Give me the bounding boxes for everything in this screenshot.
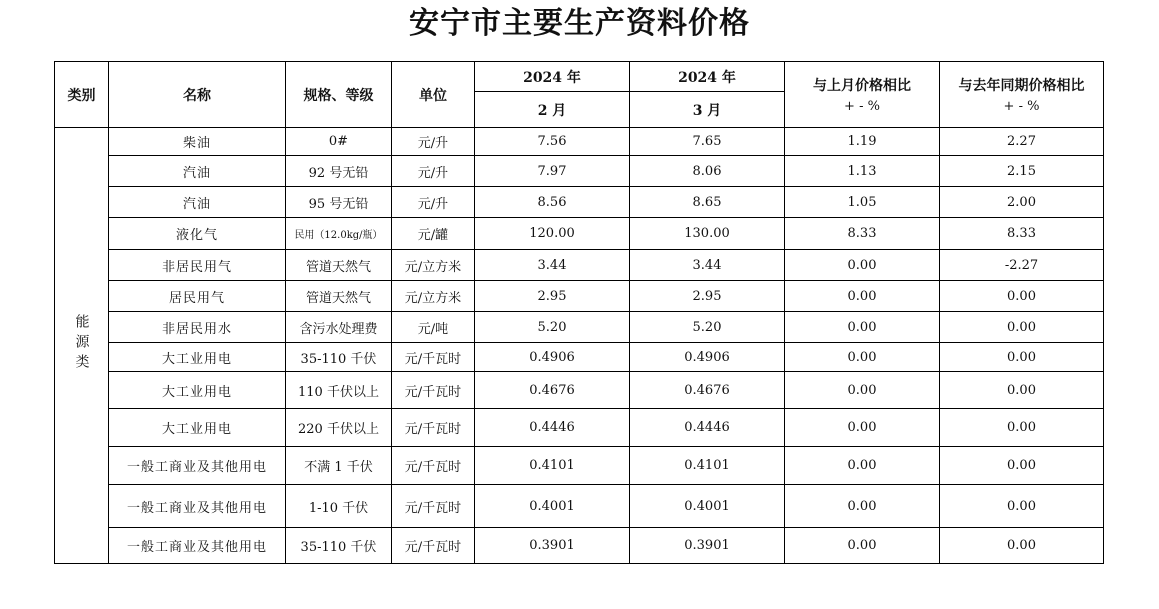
table-row	[55, 156, 1104, 187]
cell-name: 大工业用电	[109, 409, 286, 447]
cell-yoy-change: 0.00	[940, 485, 1104, 528]
cell-name: 一般工商业及其他用电	[109, 447, 286, 485]
cell-unit: 元/立方米	[392, 281, 475, 312]
cell-feb-price: 0.3901	[475, 528, 630, 564]
header-period2-month: 3 月	[630, 92, 785, 128]
cell-feb-price: 7.97	[475, 156, 630, 187]
cell-mar-price: 130.00	[630, 218, 785, 250]
cell-mar-price: 0.4001	[630, 485, 785, 528]
cell-mom-change: 0.00	[785, 250, 940, 281]
cell-unit: 元/升	[392, 128, 475, 156]
cell-mar-price: 3.44	[630, 250, 785, 281]
header-spec: 规格、等级	[286, 62, 392, 128]
cell-unit: 元/千瓦时	[392, 409, 475, 447]
cell-mom-change: 1.05	[785, 187, 940, 218]
cell-yoy-change: 0.00	[940, 528, 1104, 564]
header-yoy-unit: + - %	[1003, 99, 1040, 114]
cell-name: 汽油	[109, 187, 286, 218]
table-row	[55, 128, 1104, 156]
cell-unit: 元/立方米	[392, 250, 475, 281]
cell-mar-price: 8.65	[630, 187, 785, 218]
cell-feb-price: 0.4906	[475, 343, 630, 372]
cell-feb-price: 0.4101	[475, 447, 630, 485]
cell-mom-change: 0.00	[785, 312, 940, 343]
header-yoy-label: 与去年同期价格相比	[958, 78, 1085, 94]
header-name: 名称	[109, 62, 286, 128]
table-row	[55, 281, 1104, 312]
cell-spec: 220 千伏以上	[286, 409, 392, 447]
cell-mar-price: 0.4446	[630, 409, 785, 447]
cell-mom-change: 0.00	[785, 281, 940, 312]
cell-unit: 元/罐	[392, 218, 475, 250]
table-row	[55, 312, 1104, 343]
cell-feb-price: 5.20	[475, 312, 630, 343]
cell-mom-change: 0.00	[785, 343, 940, 372]
cell-unit: 元/千瓦时	[392, 447, 475, 485]
cell-name: 居民用气	[109, 281, 286, 312]
cell-yoy-change: 2.27	[940, 128, 1104, 156]
table-row	[55, 218, 1104, 250]
header-mom-label: 与上月价格相比	[813, 78, 911, 94]
cell-mom-change: 1.13	[785, 156, 940, 187]
table-row	[55, 485, 1104, 528]
cell-mar-price: 0.3901	[630, 528, 785, 564]
table-row	[55, 528, 1104, 564]
cell-spec: 92 号无铅	[286, 156, 392, 187]
cell-unit: 元/升	[392, 187, 475, 218]
header-period1-year: 2024 年	[475, 62, 630, 92]
table-row	[55, 372, 1104, 409]
header-yoy	[940, 62, 1104, 128]
cell-yoy-change: 8.33	[940, 218, 1104, 250]
cell-mar-price: 5.20	[630, 312, 785, 343]
table-header	[55, 62, 1104, 128]
cell-spec: 1-10 千伏	[286, 485, 392, 528]
cell-name: 非居民用水	[109, 312, 286, 343]
cell-spec: 110 千伏以上	[286, 372, 392, 409]
cell-name: 一般工商业及其他用电	[109, 485, 286, 528]
category-label: 能源类	[73, 313, 90, 374]
cell-spec: 管道天然气	[286, 250, 392, 281]
header-period2-year: 2024 年	[630, 62, 785, 92]
cell-spec: 35-110 千伏	[286, 528, 392, 564]
cell-yoy-change: -2.27	[940, 250, 1104, 281]
category-cell	[55, 128, 109, 564]
cell-mar-price: 0.4906	[630, 343, 785, 372]
cell-yoy-change: 0.00	[940, 343, 1104, 372]
cell-mom-change: 0.00	[785, 409, 940, 447]
header-mom-unit: + - %	[844, 99, 880, 114]
table-row	[55, 250, 1104, 281]
header-category: 类别	[55, 62, 109, 128]
cell-spec: 0#	[286, 128, 392, 156]
cell-name: 非居民用气	[109, 250, 286, 281]
table-body	[55, 128, 1104, 564]
cell-mom-change: 0.00	[785, 447, 940, 485]
cell-feb-price: 0.4001	[475, 485, 630, 528]
cell-unit: 元/吨	[392, 312, 475, 343]
cell-name: 汽油	[109, 156, 286, 187]
cell-feb-price: 7.56	[475, 128, 630, 156]
table-row	[55, 409, 1104, 447]
table-row	[55, 447, 1104, 485]
cell-yoy-change: 0.00	[940, 281, 1104, 312]
table-row	[55, 187, 1104, 218]
cell-yoy-change: 0.00	[940, 409, 1104, 447]
cell-feb-price: 3.44	[475, 250, 630, 281]
cell-mom-change: 8.33	[785, 218, 940, 250]
cell-feb-price: 120.00	[475, 218, 630, 250]
cell-yoy-change: 0.00	[940, 447, 1104, 485]
cell-spec: 含污水处理费	[286, 312, 392, 343]
cell-name: 大工业用电	[109, 343, 286, 372]
cell-unit: 元/千瓦时	[392, 343, 475, 372]
cell-mom-change: 0.00	[785, 528, 940, 564]
table-row	[55, 343, 1104, 372]
cell-unit: 元/千瓦时	[392, 485, 475, 528]
cell-yoy-change: 2.00	[940, 187, 1104, 218]
cell-unit: 元/千瓦时	[392, 528, 475, 564]
header-unit: 单位	[392, 62, 475, 128]
cell-spec: 35-110 千伏	[286, 343, 392, 372]
cell-name: 液化气	[109, 218, 286, 250]
cell-spec: 民用（12.0kg/瓶）	[286, 218, 392, 250]
cell-feb-price: 0.4676	[475, 372, 630, 409]
header-period1-month: 2 月	[475, 92, 630, 128]
cell-yoy-change: 2.15	[940, 156, 1104, 187]
cell-mar-price: 0.4101	[630, 447, 785, 485]
cell-yoy-change: 0.00	[940, 372, 1104, 409]
cell-spec: 95 号无铅	[286, 187, 392, 218]
cell-feb-price: 8.56	[475, 187, 630, 218]
cell-mom-change: 1.19	[785, 128, 940, 156]
cell-unit: 元/千瓦时	[392, 372, 475, 409]
header-mom	[785, 62, 940, 128]
cell-spec: 不满 1 千伏	[286, 447, 392, 485]
cell-name: 一般工商业及其他用电	[109, 528, 286, 564]
cell-yoy-change: 0.00	[940, 312, 1104, 343]
cell-name: 大工业用电	[109, 372, 286, 409]
cell-mom-change: 0.00	[785, 372, 940, 409]
cell-mar-price: 2.95	[630, 281, 785, 312]
cell-feb-price: 0.4446	[475, 409, 630, 447]
cell-mar-price: 8.06	[630, 156, 785, 187]
price-table	[54, 61, 1104, 564]
cell-mar-price: 7.65	[630, 128, 785, 156]
cell-spec: 管道天然气	[286, 281, 392, 312]
cell-unit: 元/升	[392, 156, 475, 187]
cell-mom-change: 0.00	[785, 485, 940, 528]
cell-feb-price: 2.95	[475, 281, 630, 312]
cell-mar-price: 0.4676	[630, 372, 785, 409]
page-title: 安宁市主要生产资料价格	[409, 6, 750, 41]
cell-name: 柴油	[109, 128, 286, 156]
